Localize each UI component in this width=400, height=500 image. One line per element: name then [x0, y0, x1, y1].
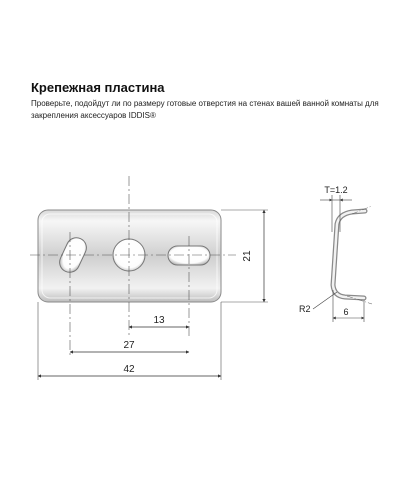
plate-side-profile — [333, 211, 365, 298]
page-title: Крепежная пластина — [31, 80, 165, 95]
side-center-leaders — [347, 206, 372, 304]
dim-hole-spacing: 13 — [153, 315, 165, 326]
page-description: Проверьте, подойдут ли по размеру готовые отверстия на стенах вашей ванной комнаты для закрепления аксессуаров IDDIS® — [31, 99, 379, 120]
dim-plate-length: 42 — [123, 364, 135, 375]
thickness-label: T=1.2 — [324, 185, 348, 195]
dim-plate-height: 21 — [242, 250, 253, 262]
flange-depth-label: 6 — [343, 307, 349, 317]
dim-outer-hole-spacing: 27 — [123, 340, 135, 351]
bend-radius-label: R2 — [299, 304, 311, 314]
